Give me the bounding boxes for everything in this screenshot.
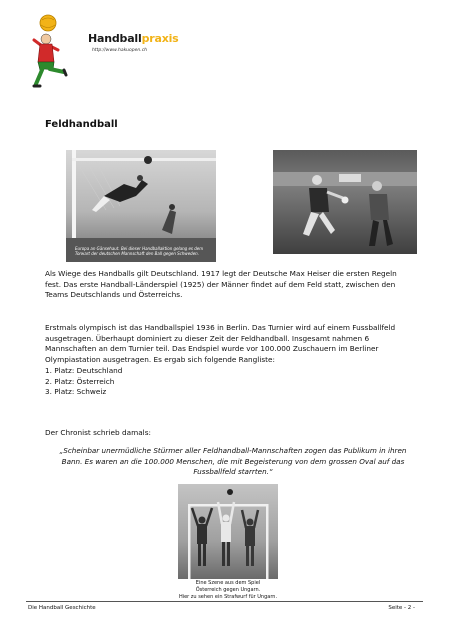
- photo-players-action: [273, 150, 417, 254]
- photo-penalty-caption: [170, 580, 286, 600]
- photo-players-action-image: [273, 150, 417, 254]
- page-heading: Feldhandball: [45, 119, 118, 130]
- handballpraxis-logo: [28, 12, 179, 94]
- player-kicking-icon: [28, 12, 148, 94]
- footer-divider: [26, 601, 423, 602]
- photo-goalkeeper-caption: Europa an Gänsehaut. Bei dieser Handballaktion gelang es dem Torwart der deutschen Mannschaft den Ball gegen Schweden.: [75, 246, 204, 256]
- photo-penalty-caption-line: Hier zu sehen ein Strafwurf für Ungarn.: [178, 593, 278, 600]
- footer-document-title: Die Handball Geschichte: [28, 605, 96, 611]
- logo-title-accent: praxis: [141, 32, 179, 45]
- photo-goalkeeper-dive: [66, 150, 216, 262]
- photo-penalty-throw: [178, 484, 278, 579]
- photo-penalty-caption-line: Eine Szene aus dem Spiel: [195, 580, 261, 586]
- paragraph-olympics-text: Erstmals olympisch ist das Handballspiel 1936 in Berlin. Das Turnier wird auf einem Fussballfeld ausgetragen. Überhaupt dominiert zu dieser Zeit der Feldhandball. Insgesamt nahmen 6 Mannschaften an dem Turnier teil. Das Endspiel wurde vor 100.000 Zuschauern im Berliner Olympiastation ausgetragen. Es ergab sich folgende Rangliste:: [45, 323, 396, 365]
- footer-page-number: Seite - 2 -: [388, 605, 415, 611]
- logo-title-main: Handball: [88, 32, 142, 45]
- ranking-item: 3. Platz: Schweiz: [45, 387, 107, 397]
- photo-penalty-caption-line: Österreich gegen Ungarn.: [195, 586, 261, 593]
- photo-penalty-throw-image: [178, 484, 278, 579]
- chronicler-quote: „Scheinbar unermüdliche Stürmer aller Feldhandball-Mannschaften zogen das Publikum in ihren Bann. Es waren an die 100.000 Menschen, die mit Begeisterung von dem grossen Oval auf das Fussballfeld starrten.“: [59, 446, 407, 477]
- ranking-item: 2. Platz: Österreich: [45, 376, 115, 386]
- logo-url: http://www.hakuopen.ch: [92, 48, 148, 53]
- paragraph-origins: Als Wiege des Handballs gilt Deutschland. 1917 legt der Deutsche Max Heiser die ersten Regeln fest. Das erste Handball-Länderspiel (1925) der Männer findet auf dem Feld statt, zwischen den Teams Deutschlands und Österreichs.: [45, 269, 397, 300]
- paragraph-chronicler: Der Chronist schrieb damals:: [45, 428, 151, 437]
- logo-title: [88, 32, 179, 45]
- paragraph-olympics: [45, 323, 415, 398]
- ranking-item: 1. Platz: Deutschland: [45, 365, 123, 375]
